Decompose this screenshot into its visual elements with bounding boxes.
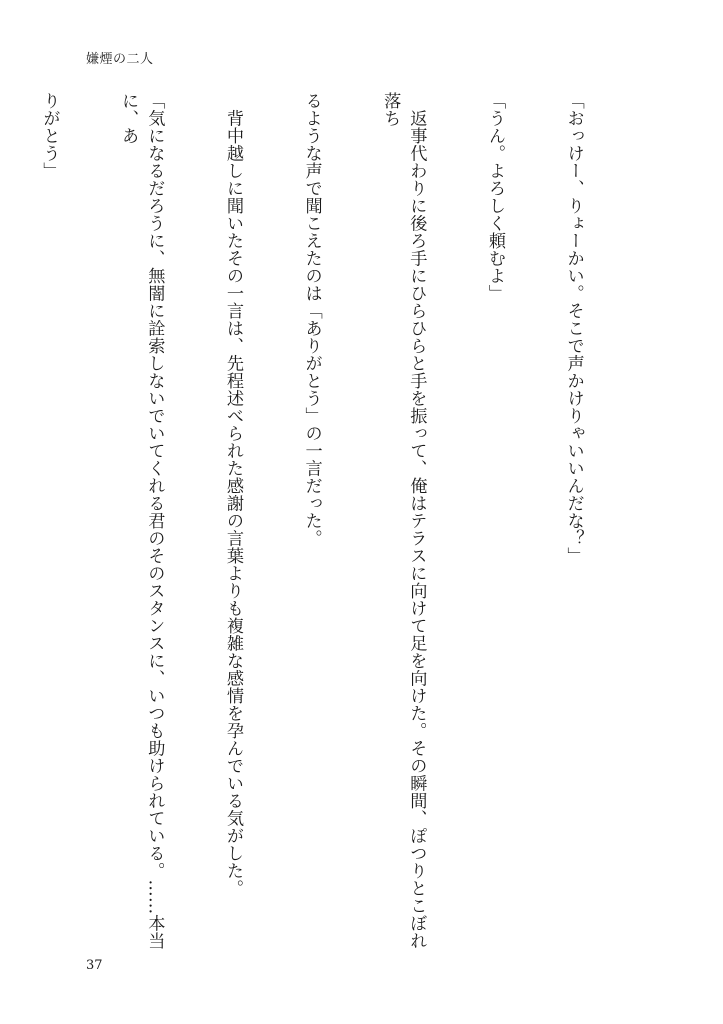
page-number: 37	[86, 958, 103, 973]
vertical-text-block	[0, 92, 639, 952]
text-line: 「おっけー、りょーかい。そこで声かけりゃいいんだな？」	[563, 92, 584, 565]
text-line: 「気になるだろうに、無闇に詮索しないでいてくれる君のそのスタンスに、いつも助けられている。……本当に、あ	[118, 92, 165, 950]
text-line: 「うん。よろしく頼むよ」	[484, 92, 505, 302]
text-line: るような声で聞こえたのは「ありがとう」の一言だった。	[301, 92, 322, 547]
text-line: りがとう」	[39, 92, 60, 180]
text-line: 背中越しに聞いたその一言は、先程述べられた感謝の言葉よりも複雑な感情を孕んでいる気がした。	[222, 92, 243, 897]
text-line: 返事代わりに後ろ手にひらひらと手を振って、俺はテラスに向けて足を向けた。その瞬間、ぽつりとこぼれ落ち	[380, 92, 427, 950]
running-header: 嫌煙の二人	[86, 52, 154, 67]
